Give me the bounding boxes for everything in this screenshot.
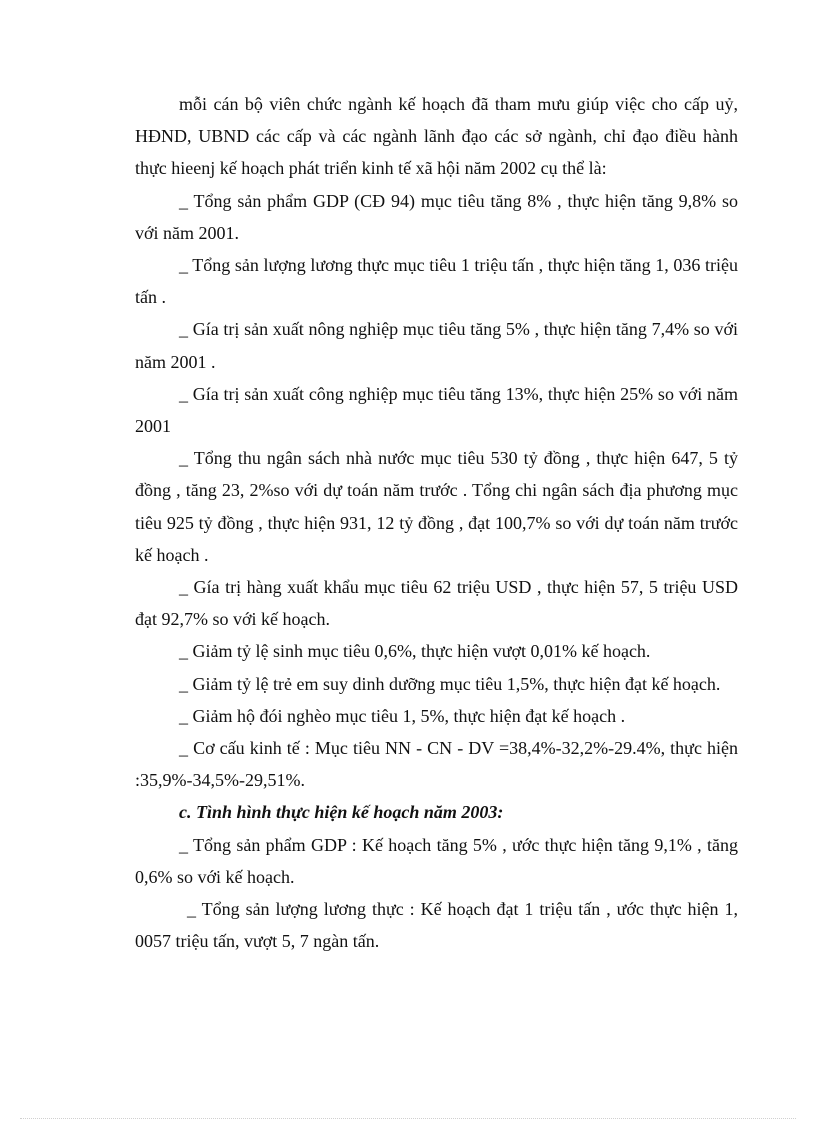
document-page [135,88,738,957]
agriculture-value-item: _ Gía trị sản xuất nông nghiệp mục tiêu tăng 5% , thực hiện tăng 7,4% so với năm 2001 . [135,319,738,372]
industry-value-item: _ Gía trị sản xuất công nghiệp mục tiêu tăng 13%, thực hiện 25% so với năm 2001 [135,383,738,437]
gdp-2002-item: _ Tổng sản phẩm GDP (CĐ 94) mục tiêu tăng 8% , thực hiện tăng 9,8% so với năm 2001. [135,190,738,243]
intro-paragraph: mỗi cán bộ viên chức ngành kế hoạch đã tham mưu giúp việc cho cấp uỷ, HĐND, UBND các cấp và các ngành lãnh đạo các sở ngành, chỉ đạo điều hành thực hieenj kế hoạch phát triển kinh tế xã hội năm 2002 cụ thể là: [135,94,738,179]
poverty-item: _ Giảm hộ đói nghèo mục tiêu 1, 5%, thực hiện đạt kế hoạch . [179,705,626,726]
gdp-2003-item: _ Tổng sản phẩm GDP : Kế hoạch tăng 5% , ước thực hiện tăng 9,1% , tăng 0,6% so với kế hoạch. [135,834,738,887]
malnutrition-item: _ Giảm tỷ lệ trẻ em suy dinh dưỡng mục tiêu 1,5%, thực hiện đạt kế hoạch. [179,673,721,694]
section-heading-2003: c. Tình hình thực hiện kế hoạch năm 2003: [179,802,504,823]
economic-structure-item: _ Cơ cấu kinh tế : Mục tiêu NN - CN - DV =38,4%-32,2%-29.4%, thực hiện :35,9%-34,5%-29,51%. [135,738,738,791]
page-bottom-divider [20,1118,796,1119]
food-output-2003-item: _ Tổng sản lượng lương thực : Kế hoạch đạt 1 triệu tấn , ước thực hiện 1, 0057 triệu tấn, vượt 5, 7 ngàn tấn. [135,899,738,952]
food-output-item: _ Tổng sản lượng lương thực mục tiêu 1 triệu tấn , thực hiện tăng 1, 036 triệu tấn . [135,255,738,308]
birth-rate-item: _ Giảm tỷ lệ sinh mục tiêu 0,6%, thực hiện vượt 0,01% kế hoạch. [179,641,651,662]
budget-item: _ Tổng thu ngân sách nhà nước mục tiêu 530 tỷ đồng , thực hiện 647, 5 tỷ đồng , tăng 23, 2%so với dự toán năm trước . Tổng chi ngân sách địa phương mục tiêu 925 tỷ đồng , thực hiện 931, 12 tỷ đồng , đạt 100,7% so với dự toán năm trước kế hoạch . [135,448,738,565]
export-item: _ Gía trị hàng xuất khẩu mục tiêu 62 triệu USD , thực hiện 57, 5 triệu USD đạt 92,7% so với kế hoạch. [135,577,738,630]
